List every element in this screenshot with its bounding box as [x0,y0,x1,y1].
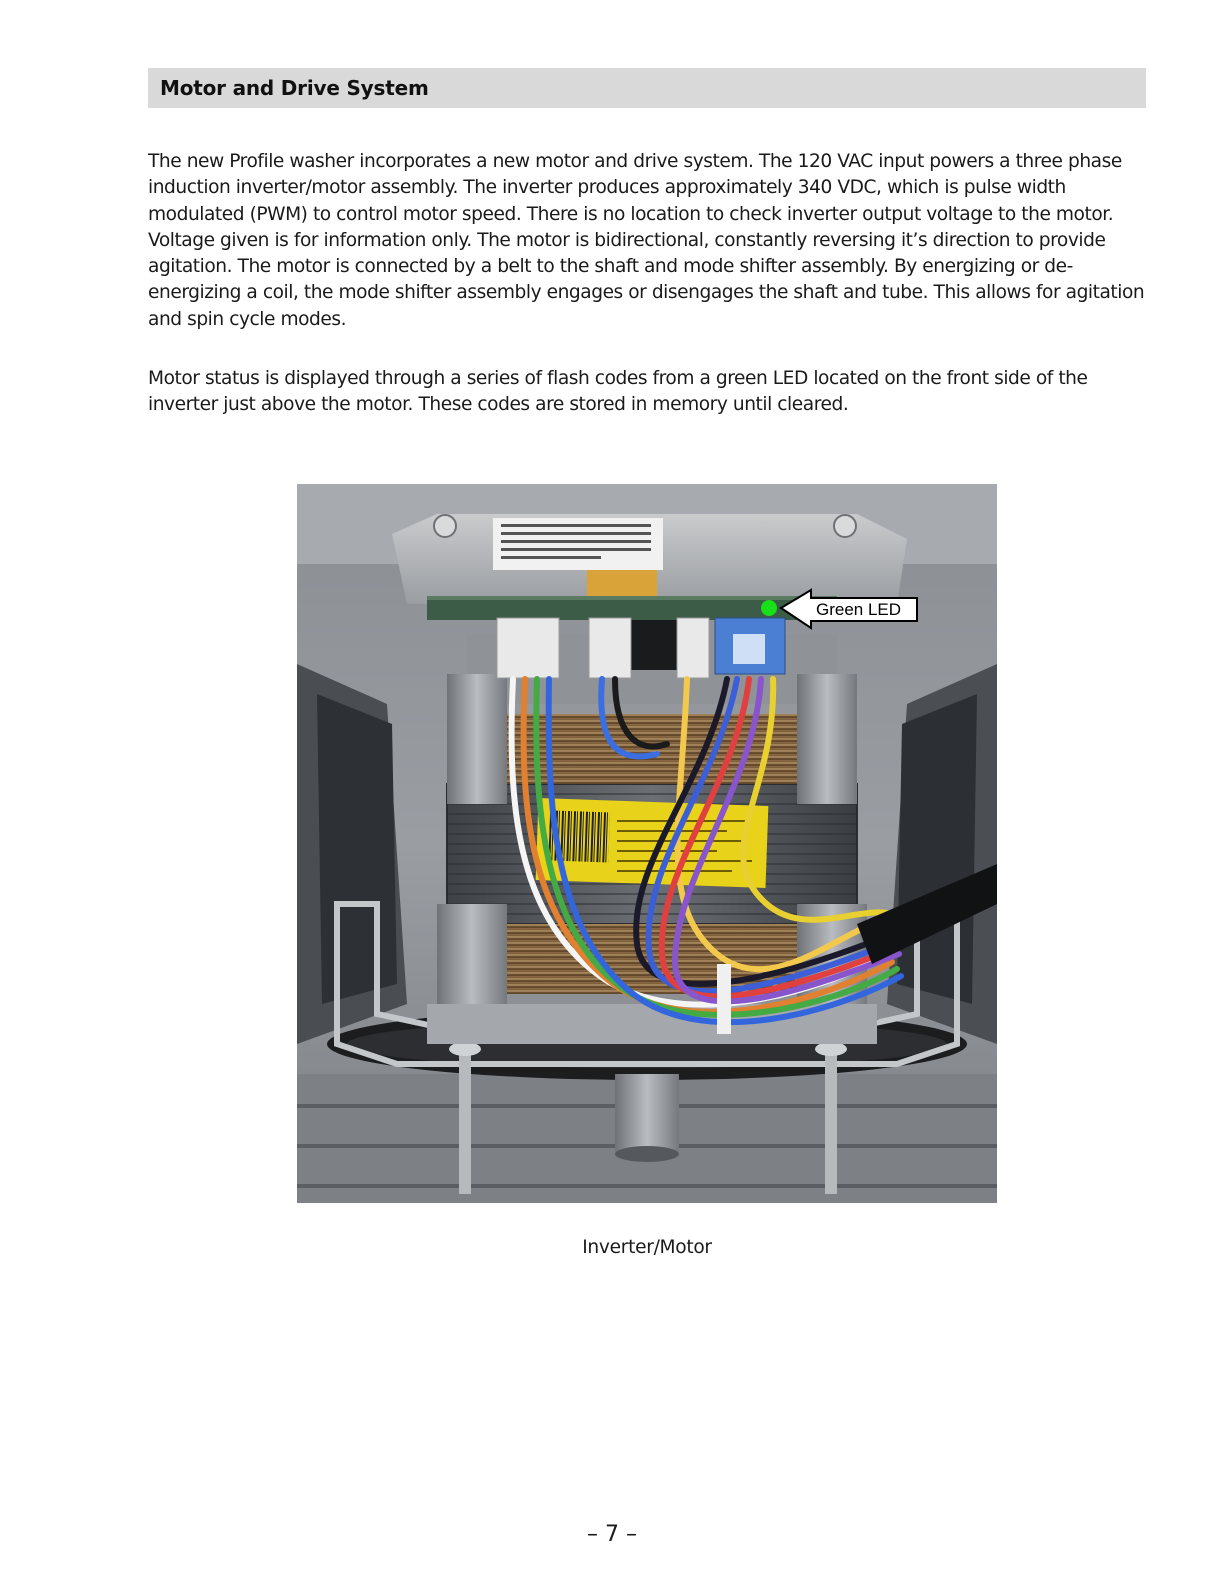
green-led-label: Green LED [816,600,902,619]
page-number: – 7 – [587,1522,637,1547]
inverter-motor-photo [297,484,997,1203]
section-title: Motor and Drive System [160,76,429,100]
body-paragraph-motor-drive: The new Profile washer incorporates a new motor and drive system. The 120 VAC input powers a three phase induction inverter/motor assembly. The inverter produces approximately 340 VDC, which is pulse width modulated (PWM) to control motor speed. There is no location to check inverter output voltage to the motor. Voltage given is for information only. The motor is bidirectional, constantly reversing it’s direction to provide agitation. The motor is connected by a belt to the shaft and mode shifter assembly. By energizing or de-energizing a coil, the mode shifter assembly engages or disengages the shaft and tube. This allows for agitation and spin cycle modes. [148,151,1145,330]
section-header-bar [148,68,1146,108]
body-paragraph-motor-status: Motor status is displayed through a series of flash codes from a green LED located on the front side of the inverter just above the motor. These codes are stored in memory until cleared. [148,368,1088,416]
figure-caption: Inverter/Motor [582,1237,712,1258]
